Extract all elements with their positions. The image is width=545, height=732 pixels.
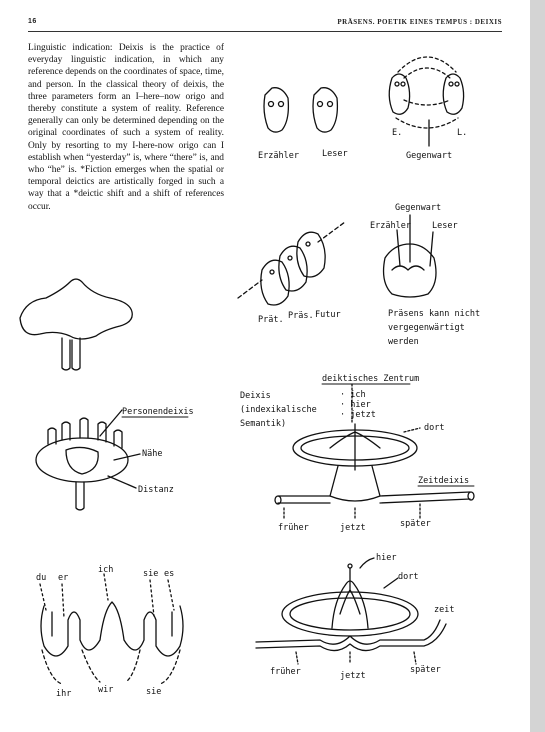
label-ich: ich <box>98 565 114 575</box>
label-e: E. <box>392 128 403 138</box>
label-l: L. <box>457 128 468 138</box>
label-es: es <box>164 569 175 579</box>
label-hier-item: · hier <box>340 400 371 410</box>
label-personendeixis: Personendeixis <box>122 407 194 417</box>
label-ich-item: · ich <box>340 390 366 400</box>
body-paragraph: Linguistic indication: Deixis is the practice of everyday linguistic indication, in which any reference depends on the coordinates of space, time, and person. In the classical theory of deixis, the three parameters form an I–here–now origo and thereby constitute a system of reality. Reference generally can only be determined depending on the original coordinates of such a system of reality. Only by resorting to my I-here-now origo can I establish when “yesterday” is, where “there” is, and who “he” is. *Fiction emerges when the spatial or temporal deictics are artistically forged in such a way that a *deictic shift and a shift of references occur. <box>28 43 225 212</box>
label-praes: Präs. <box>288 311 314 321</box>
label-er: er <box>58 573 69 583</box>
label-indexikalische: (indexikalische <box>240 405 317 415</box>
label-distanz: Distanz <box>138 485 174 495</box>
label-ihr: ihr <box>56 689 72 699</box>
label-spaeter: später <box>400 519 431 529</box>
label-praesens-line2: vergegenwärtigt <box>388 323 465 333</box>
label-gegenwart: Gegenwart <box>406 151 453 161</box>
pronoun-clip-sketch <box>40 574 183 684</box>
label-zeitdeixis: Zeitdeixis <box>418 476 470 486</box>
label-frueher: früher <box>278 523 309 533</box>
label-leser: Leser <box>322 149 348 159</box>
label-praesens-line1: Präsens kann nicht <box>388 309 481 319</box>
label-frueher-2: früher <box>270 667 301 677</box>
personendeixis-sketch <box>36 410 140 510</box>
heads-erzaehler-leser-sketch <box>264 88 337 132</box>
label-gegenwart-2: Gegenwart <box>395 203 442 213</box>
label-jetzt: jetzt <box>340 523 366 533</box>
label-futur: Futur <box>315 310 341 320</box>
page-number: 16 <box>28 18 37 25</box>
label-hier-2: hier <box>376 553 397 563</box>
running-title: PRÄSENS. POETIK EINES TEMPUS : DEIXIS <box>337 18 502 26</box>
label-naehe: Nähe <box>142 449 163 459</box>
label-praesens-line3: werden <box>388 337 419 347</box>
label-wir: wir <box>98 685 114 695</box>
label-erzaehler: Erzähler <box>258 151 299 161</box>
label-sie-2: sie <box>146 687 162 697</box>
viewer-scrollbar[interactable] <box>530 0 545 732</box>
label-jetzt-2: jetzt <box>340 671 366 681</box>
stacked-heads-tense-sketch <box>238 222 345 305</box>
label-dort: dort <box>424 423 445 433</box>
label-dort-2: dort <box>398 572 419 582</box>
label-jetzt-item: · jetzt <box>340 410 376 420</box>
label-deixis: Deixis <box>240 391 271 401</box>
label-praet: Prät. <box>258 315 284 325</box>
label-deiktisches-zentrum: deiktisches Zentrum <box>322 374 420 384</box>
label-erzaehler-2: Erzähler <box>370 221 411 231</box>
label-semantik: Semantik) <box>240 419 287 429</box>
label-leser-2: Leser <box>432 221 458 231</box>
mushroom-sketch <box>20 279 132 370</box>
label-spaeter-2: später <box>410 665 441 675</box>
label-sie: sie <box>143 569 159 579</box>
label-du: du <box>36 573 47 583</box>
label-zeit: zeit <box>434 605 455 615</box>
